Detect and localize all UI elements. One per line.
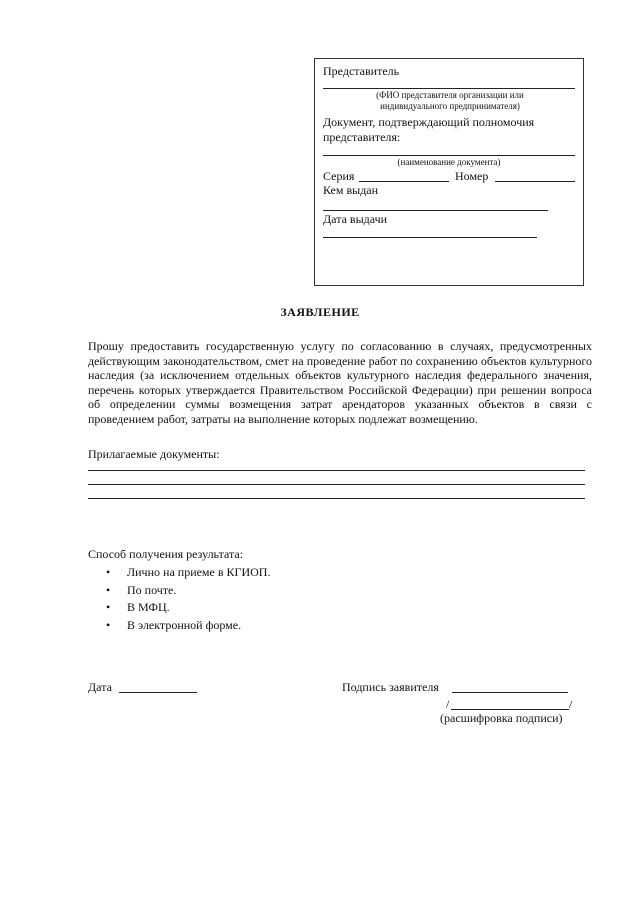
result-option-mfc[interactable]: • В МФЦ. [104,599,270,617]
bullet-icon: • [106,617,111,632]
attachments-line-3[interactable] [88,498,585,499]
number-label: Номер [455,169,489,183]
result-method-options [104,564,270,634]
issue-date-label: Дата выдачи [323,212,388,226]
document-name-line[interactable] [323,155,575,156]
fio-caption-line-1: (ФИО представителя организации или [376,90,524,100]
document-label-line-1: Документ, подтверждающий полномочия [323,115,535,129]
date-line[interactable] [119,692,197,693]
result-option-electronic[interactable]: • В электронной форме. [104,617,270,635]
attachments-label: Прилагаемые документы: [88,447,220,461]
signature-label: Подпись заявителя [342,680,439,694]
request-paragraph: Прошу предоставить государственную услугу по согласованию в случаях, предусмотренных действующим законодательством, смет на проведение работ по сохранению объектов культурного наследия (за исключением отдельных объектов культурного наследия федерального значения, перечень которых утверждается Правительством Российской Федерации) при решении вопроса об определении суммы возмещения затрат арендаторов указанных объектов в связи с проведением работ, затраты на выполнение которых подлежат возмещению. [88,339,592,426]
decoding-slash-right: / [569,697,573,711]
bullet-icon: • [106,582,111,597]
decoding-caption: (расшифровка подписи) [440,711,563,725]
date-label: Дата [88,680,112,694]
representative-fio-line[interactable] [323,88,575,89]
bullet-icon: • [106,600,111,614]
issued-by-label: Кем выдан [323,183,379,197]
issued-by-line[interactable] [323,210,548,211]
document-caption: (наименование документа) [397,157,501,167]
document-label-line-2: представителя: [323,130,401,144]
decoding-slash-left: / [446,697,450,711]
attachments-line-2[interactable] [88,484,585,485]
representative-heading: Представитель [323,64,400,78]
signature-decoding-line[interactable] [451,709,569,710]
bullet-icon: • [106,565,111,579]
number-line[interactable] [495,181,575,182]
issue-date-line[interactable] [323,237,537,238]
series-label: Серия [323,169,355,183]
result-option-mail[interactable]: • По почте. [104,582,270,600]
fio-caption-line-2: индивидуального предпринимателя) [380,101,520,111]
result-option-in-person[interactable]: • Лично на приеме в КГИОП. [104,564,270,582]
signature-line[interactable] [452,692,568,693]
attachments-line-1[interactable] [88,470,585,471]
series-line[interactable] [359,181,449,182]
result-method-label: Способ получения результата: [88,547,244,561]
document-title: ЗАЯВЛЕНИЕ [280,305,360,319]
